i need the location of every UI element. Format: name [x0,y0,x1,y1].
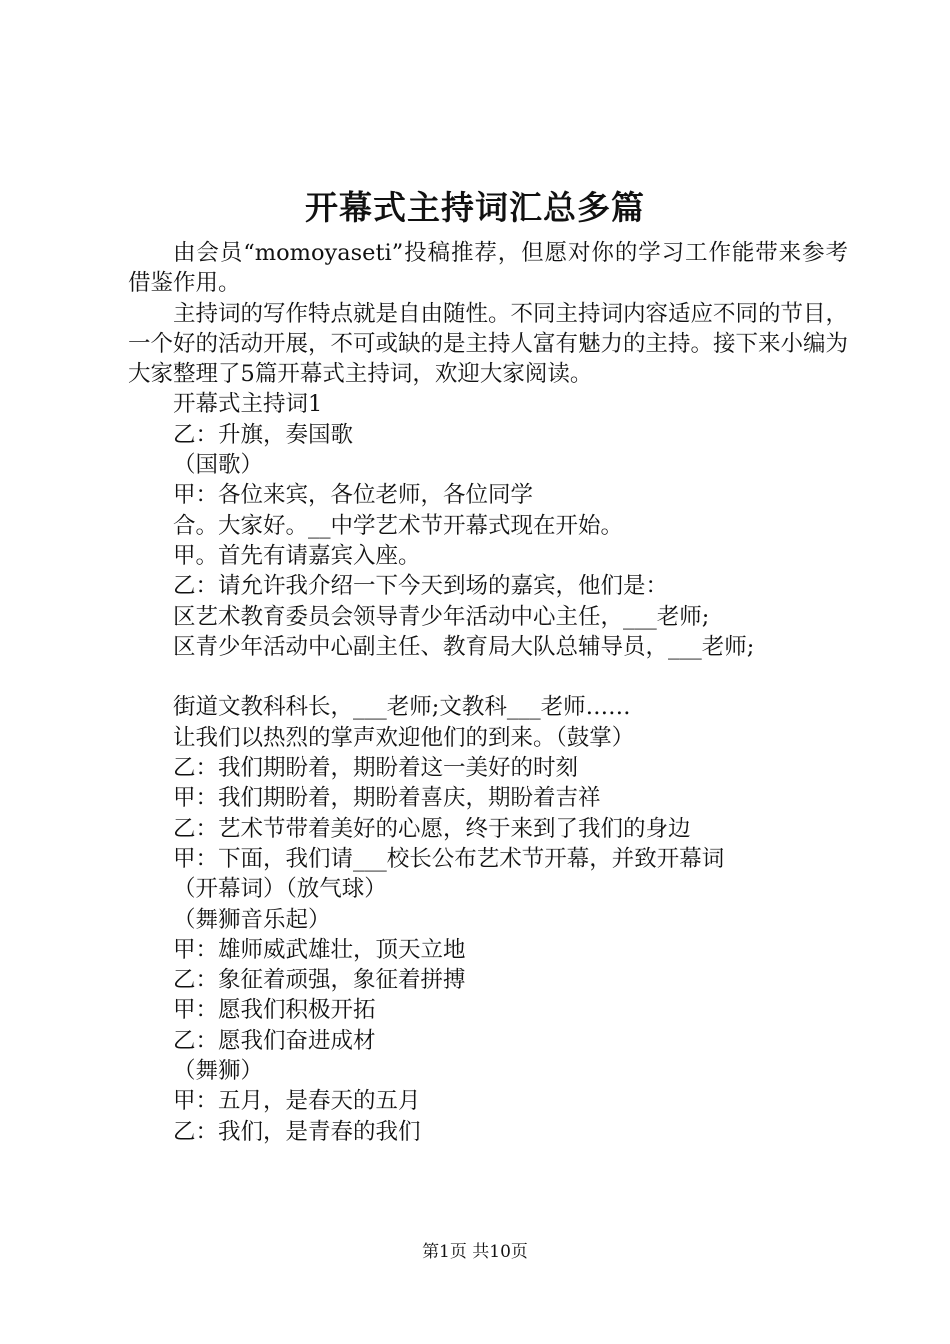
text-line: 街道文教科科长，___老师;文教科___老师…… [173,694,631,721]
text-line: 乙：艺术节带着美好的心愿，终于来到了我们的身边 [173,815,691,842]
text-line: （开幕词）（放气球） [173,876,387,903]
text-line: 甲：我们期盼着，期盼着喜庆，期盼着吉祥 [173,785,601,812]
text-line: 区艺术教育委员会领导青少年活动中心主任，___老师; [173,603,710,630]
text-line: 区青少年活动中心副主任、教育局大队总辅导员，___老师; [173,633,755,660]
text-line: 甲：各位来宾，各位老师，各位同学 [173,482,534,509]
text-line: （舞狮音乐起） [173,906,331,933]
text-line: 乙：请允许我介绍一下今天到场的嘉宾，他们是： [173,573,669,600]
text-line: （舞狮） [173,1058,264,1085]
intro-paragraph: 由会员“momoyaseti”投稿推荐，但愿对你的学习工作能带来参考借鉴作用。 [128,240,848,297]
text-line: 乙：我们，是青春的我们 [173,1118,421,1145]
text-line: 甲：下面，我们请___校长公布艺术节开幕，并致开幕词 [173,845,725,872]
text-line: 乙：象征着顽强，象征着拼搏 [173,967,466,994]
text-line: 开幕式主持词1 [173,391,323,418]
text-line: 甲。首先有请嘉宾入座。 [173,542,421,569]
text-line: 乙：愿我们奋进成材 [173,1027,376,1054]
document-body [128,238,848,1147]
text-line: 甲：五月，是春天的五月 [173,1088,421,1115]
text-line: 乙：升旗，奏国歌 [173,421,354,448]
document-title: 开幕式主持词汇总多篇 [305,188,645,227]
text-line: 合。大家好。__中学艺术节开幕式现在开始。 [173,512,624,539]
text-line: （国歌） [173,452,264,479]
text-line: 甲：雄师威武雄壮，顶天立地 [173,936,466,963]
text-line: 甲：愿我们积极开拓 [173,997,376,1024]
intro-paragraph: 主持词的写作特点就是自由随性。不同主持词内容适应不同的节目，一个好的活动开展，不可或缺的是主持人富有魅力的主持。接下来小编为大家整理了5篇开幕式主持词，欢迎大家阅读。 [128,300,849,388]
page-number-footer: 第1页 共10页 [422,1242,528,1262]
text-line: 乙：我们期盼着，期盼着这一美好的时刻 [173,755,579,782]
blank-line [128,662,848,692]
text-line: 让我们以热烈的掌声欢迎他们的到来。（鼓掌） [173,724,635,751]
